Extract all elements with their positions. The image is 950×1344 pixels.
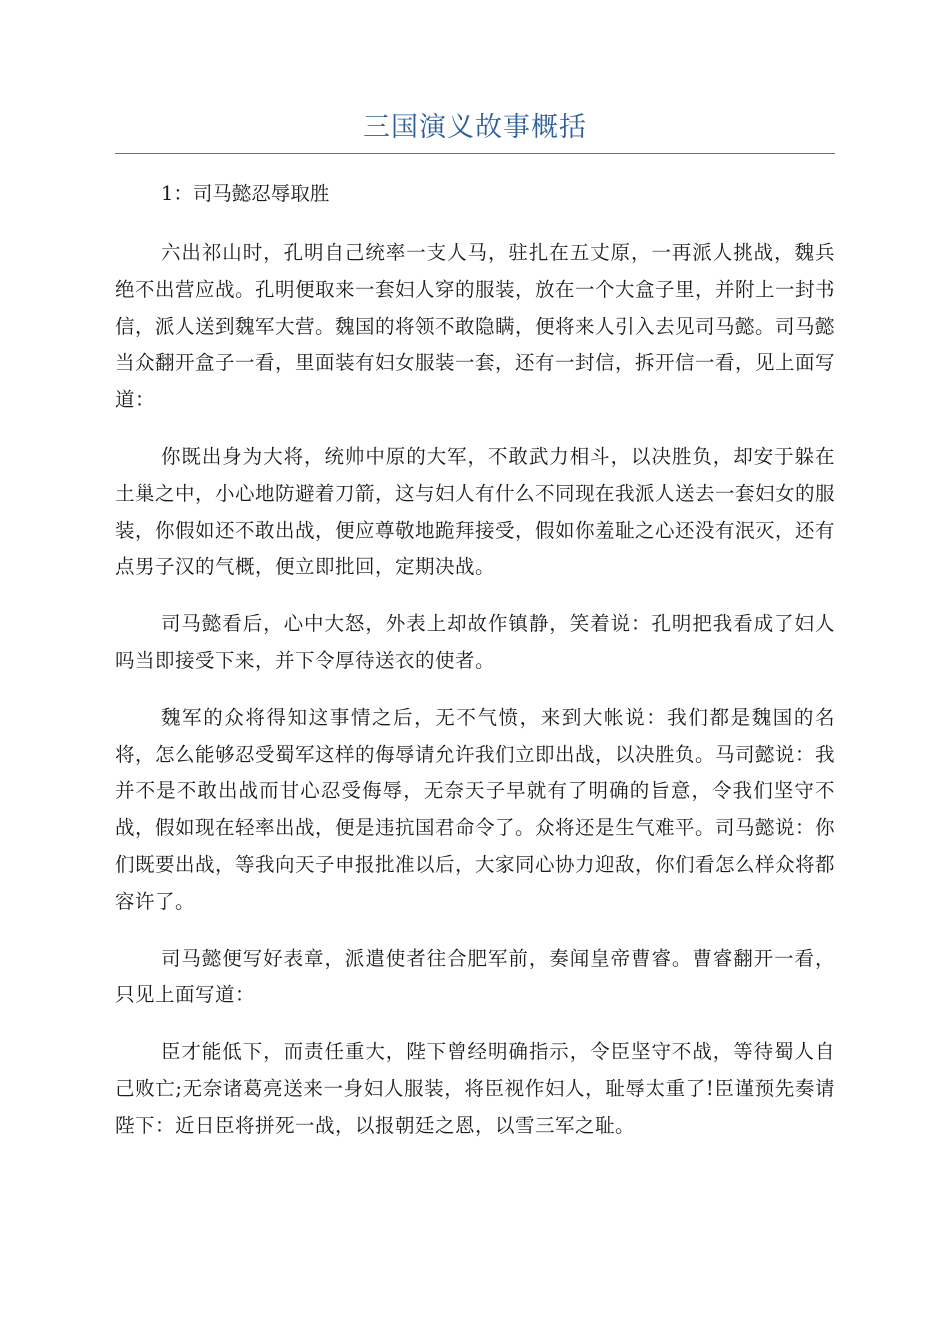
paragraph: 魏军的众将得知这事情之后，无不气愤，来到大帐说：我们都是魏国的名将，怎么能够忍受蜀军这样的侮辱请允许我们立即出战，以决胜负。马司懿说：我并不是不敢出战而甘心忍受侮辱，无奈天子早就有了明确的旨意，令我们坚守不战，假如现在轻率出战，便是违抗国君命令了。众将还是生气难平。司马懿说：你们既要出战，等我向天子申报批准以后，大家同心协力迎敌，你们看怎么样众将都容许了。	[115, 705, 836, 913]
paragraph: 司马懿便写好表章，派遣使者往合肥军前，奏闻皇帝曹睿。曹睿翻开一看，只见上面写道：	[115, 946, 835, 1007]
title-underline	[115, 153, 835, 154]
paragraph: 你既出身为大将，统帅中原的大军，不敢武力相斗，以决胜负，却安于躲在土巢之中，小心地防避着刀箭，这与妇人有什么不同现在我派人送去一套妇女的服装，你假如还不敢出战，便应尊敬地跪拜接受，假如你羞耻之心还没有泯灭，还有点男子汉的气概，便立即批回，定期决战。	[115, 444, 836, 579]
paragraph: 司马懿看后，心中大怒，外表上却故作镇静，笑着说：孔明把我看成了妇人吗当即接受下来，并下令厚待送衣的使者。	[115, 612, 835, 672]
paragraph: 六出祁山时，孔明自己统率一支人马，驻扎在五丈原，一再派人挑战，魏兵绝不出营应战。孔明便取来一套妇人穿的服装，放在一个大盒子里，并附上一封书信，派人送到魏军大营。魏国的将领不敢隐瞒，便将来人引入去见司马懿。司马懿当众翻开盒子一看，里面装有妇女服装一套，还有一封信，拆开信一看，见上面写道：	[115, 241, 836, 412]
document-title: 三国演义故事概括	[363, 112, 587, 143]
section-heading: 1：司马懿忍辱取胜	[161, 182, 330, 205]
document-body	[115, 176, 835, 1165]
paragraph: 臣才能低下，而责任重大，陛下曾经明确指示，令臣坚守不战，等待蜀人自己败亡;无奈诸葛亮送来一身妇人服装，将臣视作妇人，耻辱太重了!臣谨预先奏请陛下：近日臣将拼死一战，以报朝廷之恩，以雪三军之耻。	[115, 1040, 835, 1137]
